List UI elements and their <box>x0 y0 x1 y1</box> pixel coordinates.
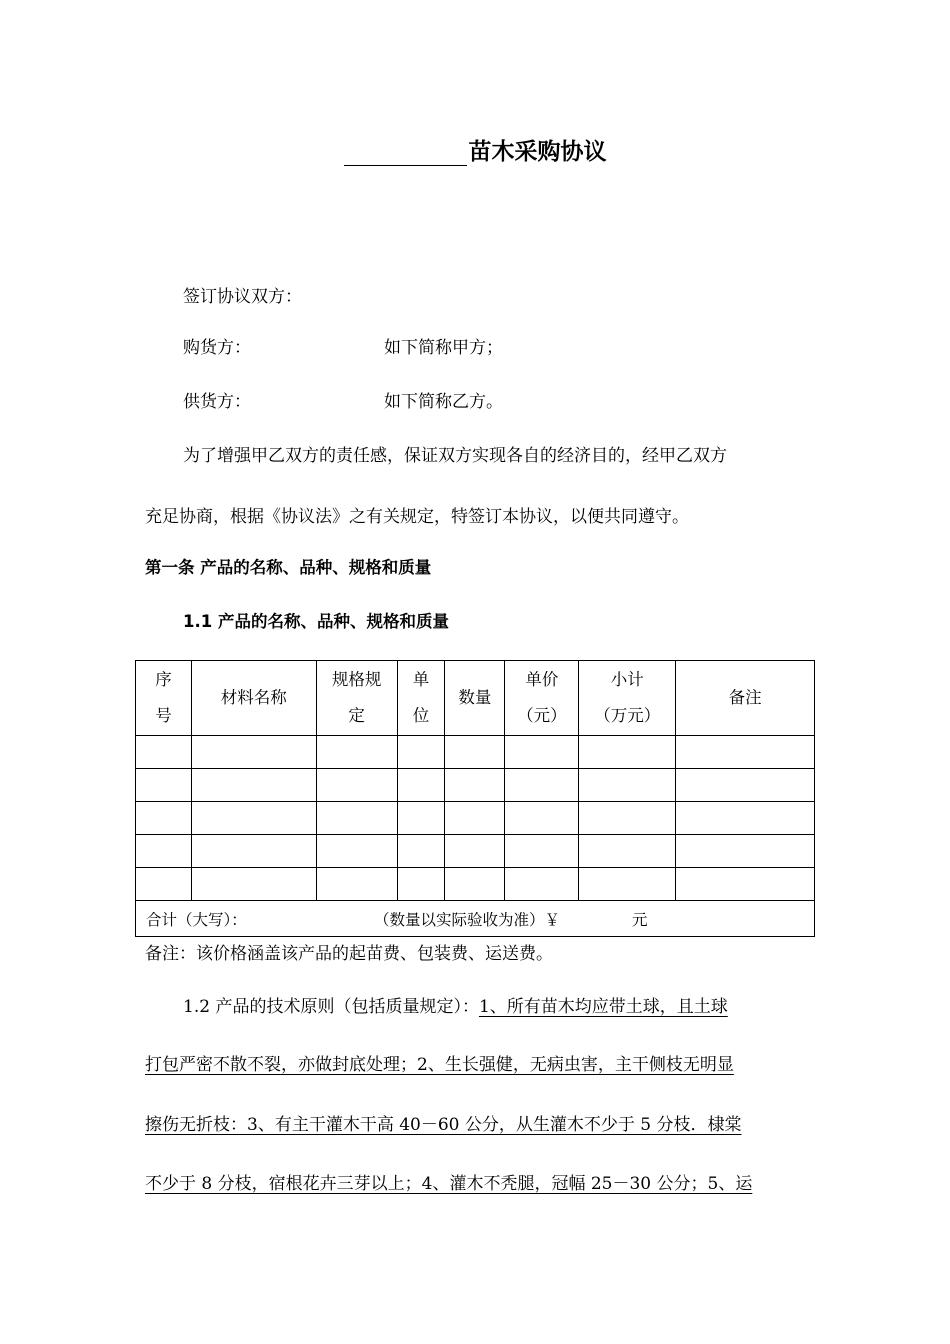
tech-line-1-underlined: 1、所有苗木均应带土球，且土球 <box>478 997 728 1017</box>
title-blank-line <box>344 139 467 166</box>
supplier-label: 供货方： <box>183 392 251 412</box>
table-row <box>136 868 815 901</box>
table-row <box>136 802 815 835</box>
col-header-unit: 单 位 <box>397 661 445 736</box>
col-header-unit-price: 单价 （元） <box>505 661 579 736</box>
price-remark: 备注：该价格涵盖该产品的起苗费、包装费、运送费。 <box>145 944 553 964</box>
table-row <box>136 769 815 802</box>
col-header-quantity: 数量 <box>445 661 505 736</box>
table-row <box>136 736 815 769</box>
total-unit: 元 <box>632 911 648 929</box>
table-row <box>136 835 815 868</box>
supplier-note: 如下简称乙方。 <box>384 392 503 412</box>
buyer-label: 购货方： <box>183 338 251 358</box>
document-title <box>0 133 950 166</box>
intro-line-2: 充足协商，根据《协议法》之有关规定，特签订本协议，以便共同遵守。 <box>145 507 689 527</box>
article-1-heading: 第一条 产品的名称、品种、规格和质量 <box>145 558 432 577</box>
total-note: （数量以实际验收为准）￥ <box>374 911 561 929</box>
col-header-remarks: 备注 <box>676 661 815 736</box>
col-header-spec: 规格规 定 <box>316 661 397 736</box>
tech-lead <box>183 992 728 1017</box>
title-text: 苗木采购协议 <box>468 139 607 165</box>
parties-heading: 签订协议双方： <box>183 287 302 307</box>
col-header-subtotal: 小计 （万元） <box>579 661 676 736</box>
table-total-row <box>136 901 815 937</box>
table-header-row <box>136 661 815 736</box>
col-header-index: 序 号 <box>136 661 192 736</box>
tech-line-3: 擦伤无折枝：3、有主干灌木干高 40－60 公分，从生灌木不少于 5 分枝．棣棠 <box>145 1115 742 1135</box>
article-1-1-heading: 1.1 产品的名称、品种、规格和质量 <box>183 612 449 631</box>
tech-line-2: 打包严密不散不裂，亦做封底处理；2、生长强健，无病虫害，主干侧枝无明显 <box>145 1055 734 1075</box>
tech-line-4: 不少于 8 分枝，宿根花卉三芽以上；4、灌木不秃腿，冠幅 25－30 公分；5、运 <box>145 1174 753 1194</box>
buyer-note: 如下简称甲方； <box>384 338 503 358</box>
products-table <box>135 660 815 937</box>
col-header-material-name: 材料名称 <box>191 661 316 736</box>
tech-lead-text: 1.2 产品的技术原则（包括质量规定）： <box>183 997 479 1017</box>
total-label: 合计（大写）： <box>146 911 247 929</box>
intro-line-1: 为了增强甲乙双方的责任感，保证双方实现各自的经济目的，经甲乙双方 <box>183 446 727 466</box>
